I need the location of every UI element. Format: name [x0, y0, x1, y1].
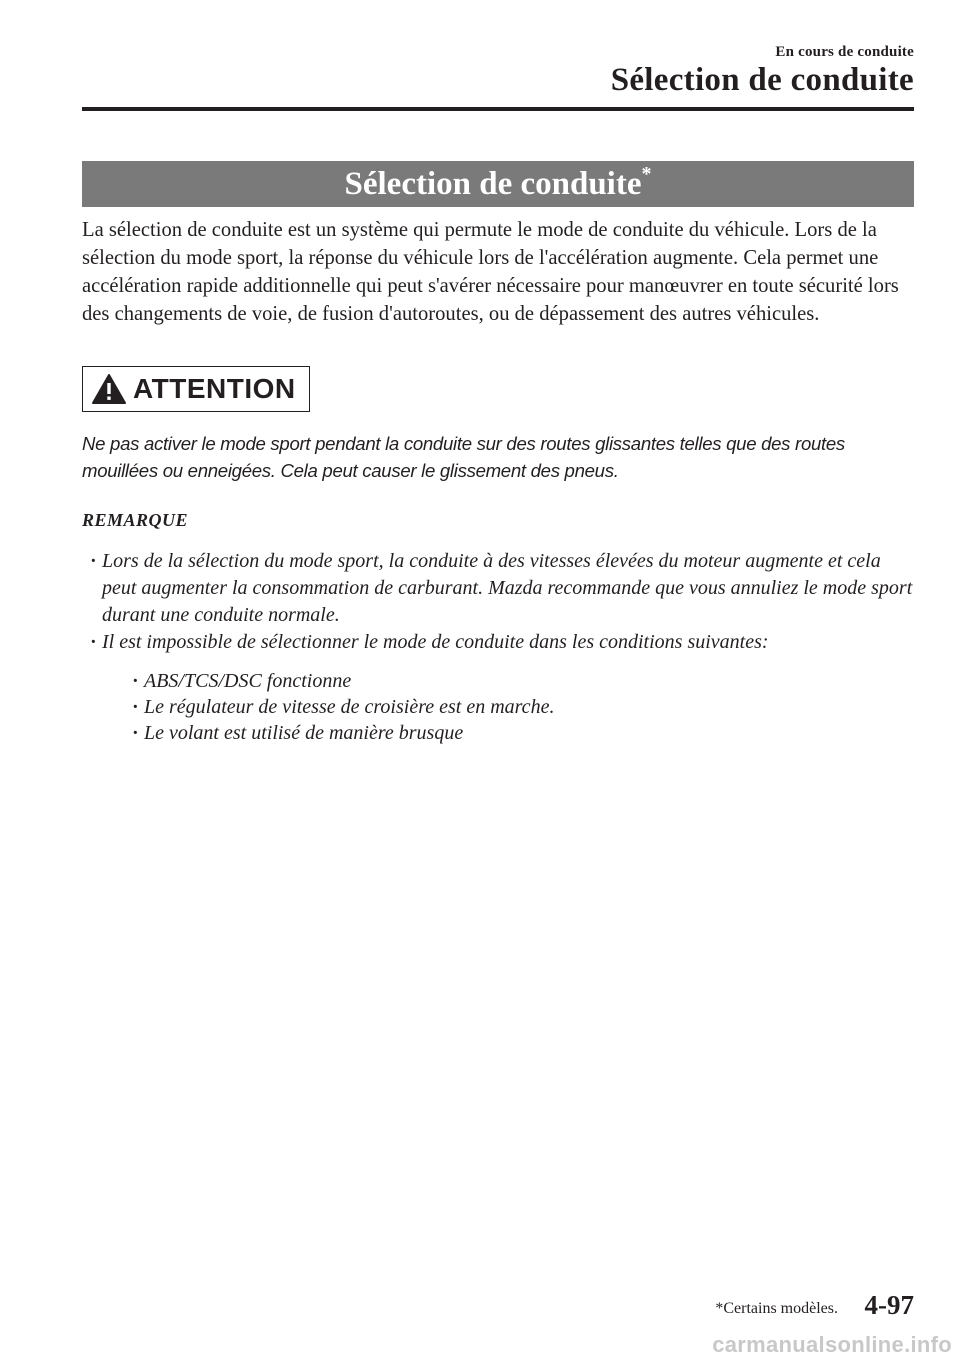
warning-triangle-icon — [91, 373, 127, 405]
running-header-section: Sélection de conduite — [610, 62, 914, 98]
remark-item-with-conditions — [82, 629, 918, 746]
remark-list — [82, 548, 918, 746]
remark-title: REMARQUE — [82, 510, 189, 530]
condition-list — [102, 668, 918, 746]
remark-item-text: Il est impossible de sélectionner le mode de conduite dans les conditions suivantes: — [102, 631, 769, 653]
page-number: 4-97 — [864, 1290, 914, 1320]
section-title: Sélection de conduite — [344, 166, 642, 202]
footnote: *Certains modèles. — [715, 1300, 838, 1317]
attention-text: Ne pas activer le mode sport pendant la conduite sur des routes glissantes telles que des routes mouillées ou enneigées. Cela peut causer le glissement des pneus. — [82, 433, 845, 481]
running-header-chapter: En cours de conduite — [775, 44, 914, 60]
intro-paragraph: La sélection de conduite est un système qui permute le mode de conduite du véhicule. Lors de la sélection du mode sport, la réponse du véhicule lors de l'accélération augmente. Cela permet une accélération rapide additionnelle qui peut s'avérer nécessaire pour manœuvrer en toute sécurité lors des changements de voie, de fusion d'autoroutes, ou de dépassement des autres véhicules. — [82, 219, 899, 325]
condition-item: · Le régulateur de vitesse de croisière est en marche. — [102, 694, 918, 720]
condition-item: · ABS/TCS/DSC fonctionne — [102, 668, 918, 694]
attention-box — [82, 366, 310, 412]
header-rule — [82, 107, 914, 111]
section-title-mark: * — [641, 163, 652, 185]
watermark: carmanualsonline.info — [712, 1332, 952, 1357]
attention-label: ATTENTION — [133, 373, 296, 404]
remark-item: · Lors de la sélection du mode sport, la conduite à des vitesses élevées du moteur augmente et cela peut augmenter la consommation de carburant. Mazda recommande que vous annuliez le mode sport durant une conduite normale. — [82, 548, 918, 629]
section-title-banner — [82, 161, 914, 207]
condition-item: · Le volant est utilisé de manière brusque — [102, 720, 918, 746]
